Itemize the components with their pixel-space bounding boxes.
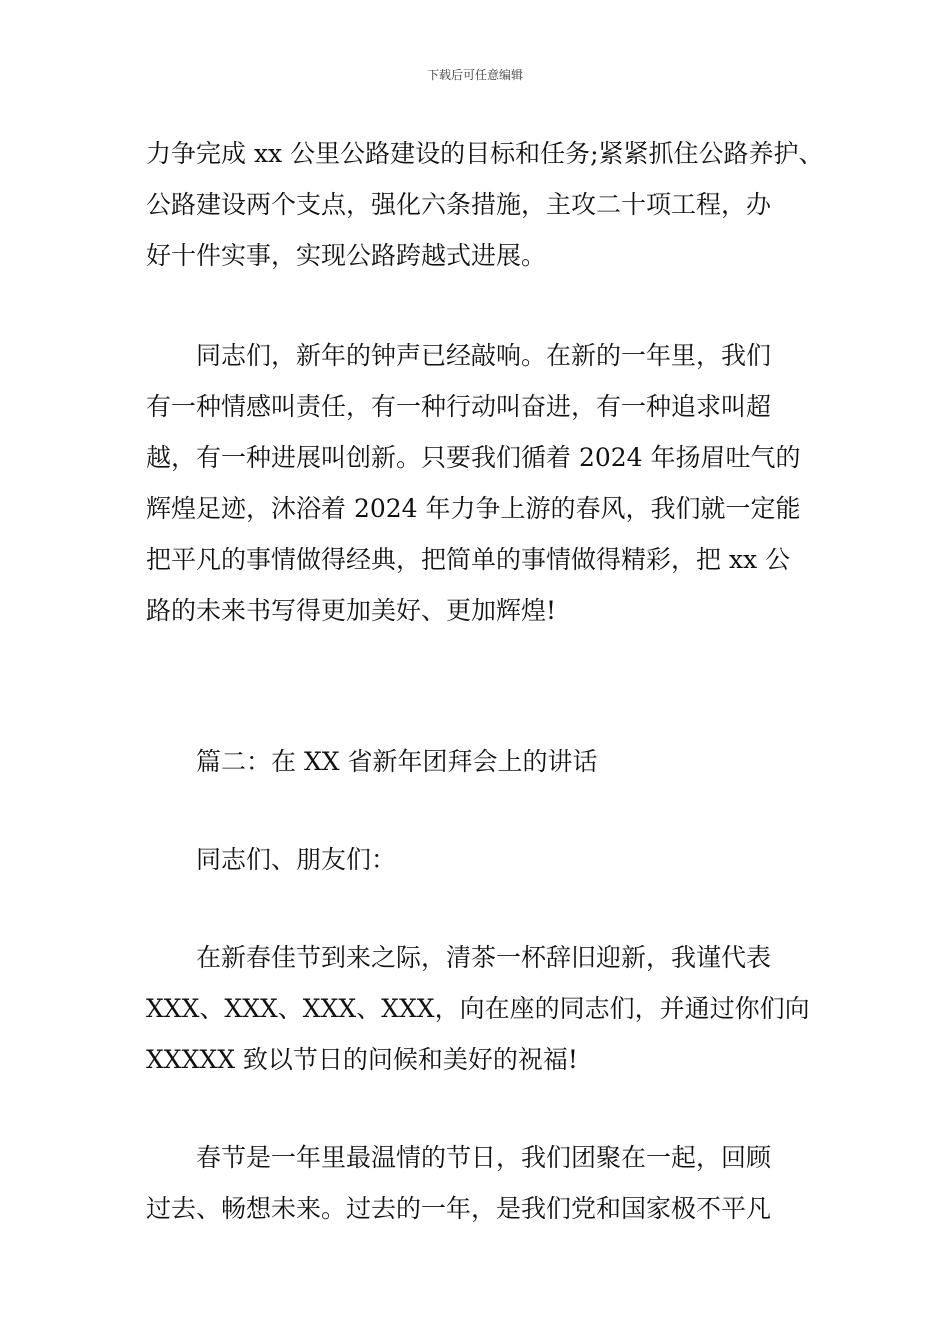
paragraph-line: XXXXX 致以节日的问候和美好的祝福!	[146, 1045, 578, 1074]
paragraph-line: 在新春佳节到来之际，清茶一杯辞旧迎新，我谨代表	[196, 943, 772, 972]
paragraph-line: 有一种情感叫责任，有一种行动叫奋进，有一种追求叫超	[146, 392, 772, 421]
paragraph-line: 力争完成 xx 公里公路建设的目标和任务;紧紧抓住公路养护、	[146, 139, 824, 168]
paragraph-line: 公路建设两个支点，强化六条措施，主攻二十项工程，办	[146, 190, 772, 219]
paragraph-line: 春节是一年里最温情的节日，我们团聚在一起，回顾	[196, 1143, 772, 1172]
document-body	[146, 128, 824, 1234]
paragraph-2	[146, 330, 812, 636]
paragraph-line: 把平凡的事情做得经典，把简单的事情做得精彩，把 xx 公	[146, 545, 791, 574]
paragraph-line: 过去、畅想未来。过去的一年，是我们党和国家极不平凡	[146, 1194, 772, 1223]
section-title: 篇二：在 XX 省新年团拜会上的讲话	[196, 747, 598, 776]
paragraph-1	[146, 128, 824, 281]
paragraph-line: 越，有一种进展叫创新。只要我们循着 2024 年扬眉吐气的	[146, 443, 801, 472]
paragraph-line: 同志们，新年的钟声已经敲响。在新的一年里，我们	[196, 341, 772, 370]
paragraph-line: 好十件实事，实现公路跨越式进展。	[146, 241, 547, 270]
paragraph-line: XXX、XXX、XXX、XXX，向在座的同志们，并通过你们向	[146, 994, 810, 1023]
paragraph-line: 路的未来书写得更加美好、更加辉煌!	[146, 596, 557, 625]
paragraph-line: 辉煌足迹，沐浴着 2024 年力争上游的春风，我们就一定能	[146, 494, 801, 523]
paragraph-4	[146, 1132, 812, 1234]
page-header-note: 下载后可任意编辑	[426, 68, 523, 82]
paragraph-3	[146, 932, 812, 1085]
salutation: 同志们、朋友们：	[196, 845, 397, 874]
